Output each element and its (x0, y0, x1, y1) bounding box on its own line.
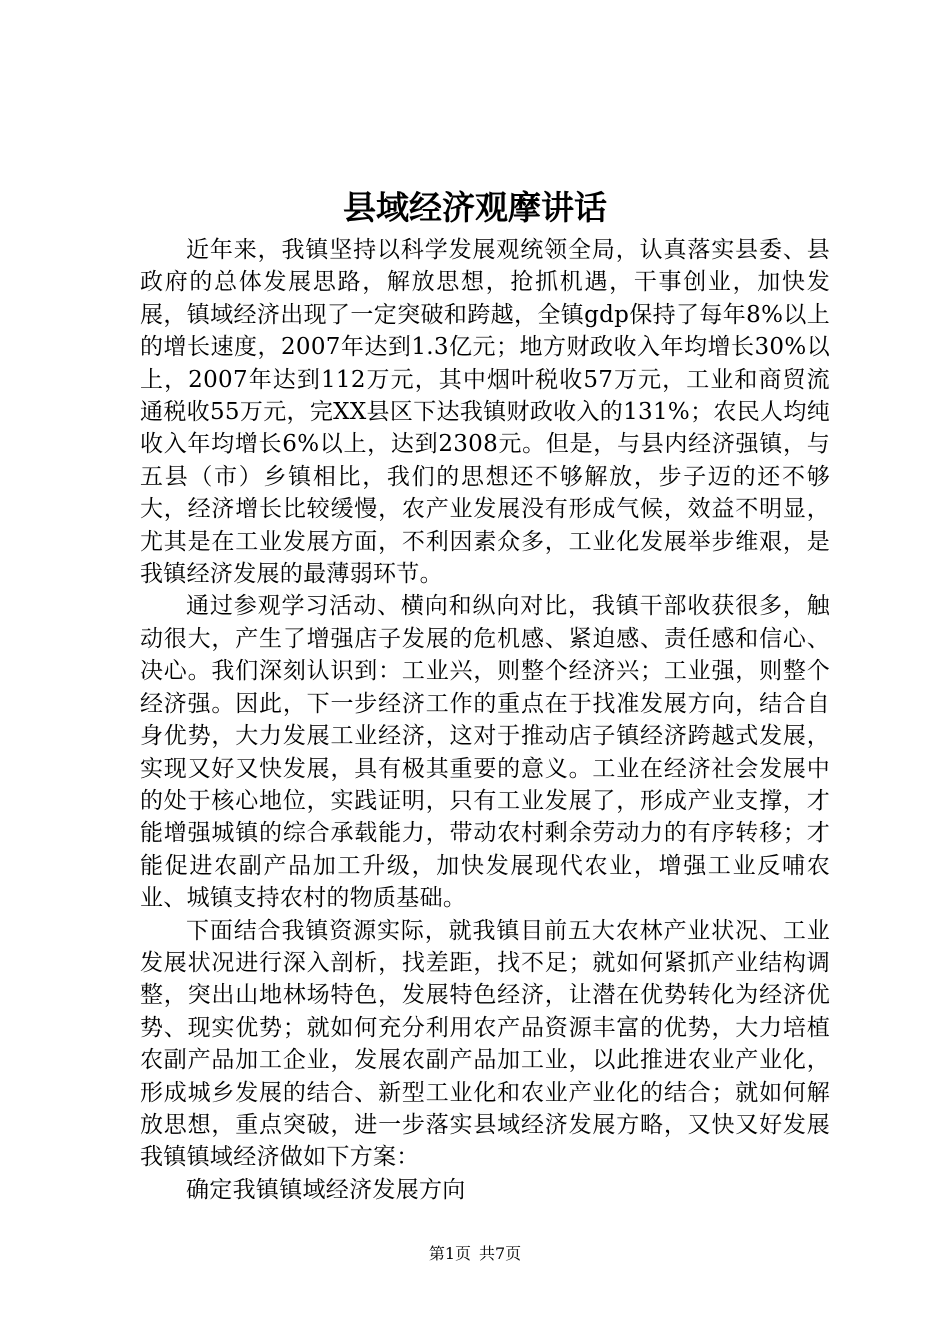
paragraph-1: 近年来，我镇坚持以科学发展观统领全局，认真落实县委、县政府的总体发展思路，解放思想，抢抓机遇，干事创业，加快发展，镇域经济出现了一定突破和跨越，全镇gdp保持了每年8%以上的增长速度，2007年达到1.3亿元；地方财政收入年均增长30%以上，2007年达到112万元，其中烟叶税收57万元，工业和商贸流通税收55万元，完XX县区下达我镇财政收入的131%；农民人均纯收入年均增长6%以上，达到2308元。但是，与县内经济强镇，与五县（市）乡镇相比，我们的思想还不够解放，步子迈的还不够大，经济增长比较缓慢，农产业发展没有形成气候，效益不明显，尤其是在工业发展方面，不利因素众多，工业化发展举步维艰，是我镇经济发展的最薄弱环节。 (140, 237, 830, 588)
document-body (140, 234, 830, 1206)
paragraph-4: 确定我镇镇域经济发展方向 (186, 1176, 466, 1203)
page-number-total: 共7页 (479, 1244, 522, 1263)
page-number-current: 第1页 (428, 1244, 471, 1263)
paragraph-2: 通过参观学习活动、横向和纵向对比，我镇干部收获很多，触动很大，产生了增强店子发展的危机感、紧迫感、责任感和信心、决心。我们深刻认识到：工业兴，则整个经济兴；工业强，则整个经济强。因此，下一步经济工作的重点在于找准发展方向，结合自身优势，大力发展工业经济，这对于推动店子镇经济跨越式发展，实现又好又快发展，具有极其重要的意义。工业在经济社会发展中的处于核心地位，实践证明，只有工业发展了，形成产业支撑，才能增强城镇的综合承载能力，带动农村剩余劳动力的有序转移；才能促进农副产品加工升级，加快发展现代农业，增强工业反哺农业、城镇支持农村的物质基础。 (140, 593, 830, 912)
paragraph-3: 下面结合我镇资源实际，就我镇目前五大农林产业状况、工业发展状况进行深入剖析，找差距，找不足；就如何紧抓产业结构调整，突出山地林场特色，发展特色经济，让潜在优势转化为经济优势、现实优势；就如何充分利用农产品资源丰富的优势，大力培植农副产品加工企业，发展农副产品加工业，以此推进农业产业化，形成城乡发展的结合、新型工业化和农业产业化的结合；就如何解放思想，重点突破，进一步落实县域经济发展方略，又快又好发展我镇镇域经济做如下方案： (140, 917, 830, 1171)
page-title: 县域经济观摩讲话 (343, 188, 607, 227)
page-footer (0, 1243, 950, 1265)
